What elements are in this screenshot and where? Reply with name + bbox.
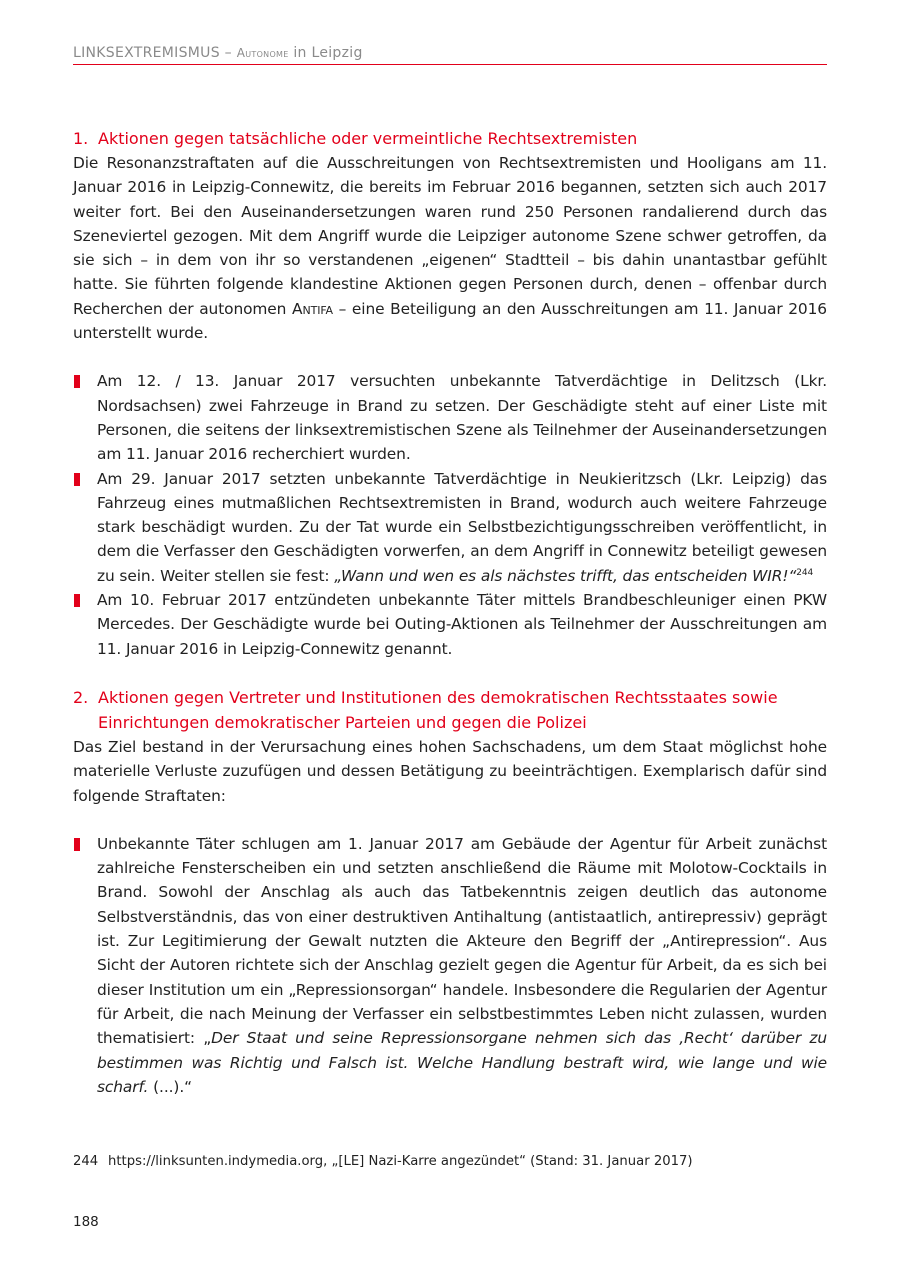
section-2-title: Aktionen gegen Vertreter und Institutionen des demokratischen Rechtsstaates sowie Einrichtungen demokratischer Parteien und gegen die Polizei	[98, 687, 778, 732]
section-2-number: 2.	[73, 687, 89, 707]
section-1-intro-text: Die Resonanzstraftaten auf die Ausschreitungen von Rechtsextremisten und Hooligans am 11. Januar 2016 in Leipzig-Connewitz, die bereits im Februar 2016 begannen, setzten sich auch 2017 weiter fort. Bei den Auseinandersetzungen waren rund 250 Personen randalierend durch das Szeneviertel gezogen. Mit dem Angriff wurde die Leipziger autonome Szene schwer getroffen, da sie sich – in dem von ihr so verstandenen „eigenen“ Stadtteil – bis dahin unantastbar gefühlt hatte. Sie führten folgende klandestine Aktionen gegen Personen durch, denen – offenbar durch Recherchen der autonomen	[73, 154, 827, 318]
bullet-marker	[74, 473, 80, 486]
list-item	[73, 369, 827, 466]
list-item	[73, 832, 827, 1099]
section-1-heading	[73, 126, 827, 151]
section-2-intro: Das Ziel bestand in der Verursachung eines hohen Sachschadens, um dem Staat möglichst hohe materielle Verluste zuzufügen und dessen Betätigung zu beeinträchtigen. Exemplarisch dafür sind folgende Straftaten:	[73, 737, 827, 805]
list-item	[73, 588, 827, 661]
header-separator: –	[219, 45, 237, 61]
list-item-text: Am 29. Januar 2017 setzten unbekannte Tatverdächtige in Neukieritzsch (Lkr. Leipzig) das Fahrzeug eines mutmaßlichen Rechtsextremisten in Brand, wodurch auch weitere Fahrzeuge stark beschädigt wurden. Zu der Tat wurde ein Selbstbezichtigungsschreiben veröffentlicht, in dem die Verfasser den Geschädigten vorwerfen, an dem Angriff in Connewitz beteiligt gewesen zu sein. Weiter stellen sie fest:	[97, 469, 827, 585]
list-item-text: Am 10. Februar 2017 entzündeten unbekannte Täter mittels Brandbeschleuniger einen PKW Mercedes. Der Geschädigte wurde bei Outing-Aktionen als Teilnehmer der Ausschreitungen am 11. Januar 2016 in Leipzig-Connewitz genannt.	[97, 591, 827, 658]
list-item-text-end: (...).“	[148, 1077, 192, 1096]
section-1-bullet-list	[73, 369, 827, 661]
section-1-title: Aktionen gegen tatsächliche oder vermeintliche Rechtsextremisten	[98, 129, 638, 148]
list-item	[73, 467, 827, 588]
page-number: 188	[73, 1214, 99, 1230]
list-item-quote: „Wann und wen es als nächstes trifft, das entscheiden WIR!“	[334, 566, 797, 585]
list-item-text: Am 12. / 13. Januar 2017 versuchten unbekannte Tatverdächtige in Delitzsch (Lkr. Nordsachsen) zwei Fahrzeuge in Brand zu setzen. Der Geschädigte steht auf einer Liste mit Personen, die seitens der linksextremistischen Szene als Teilnehmer der Auseinandersetzungen am 11. Januar 2016 recherchiert wurden.	[97, 372, 827, 464]
bullet-marker	[74, 375, 80, 388]
list-item-text: Unbekannte Täter schlugen am 1. Januar 2017 am Gebäude der Agentur für Arbeit zunächst zahlreiche Fensterscheiben ein und setzten anschließend die Räume mit Molotow-Cocktails in Brand. Sowohl der Anschlag als auch das Tatbekenntnis zeigen deutlich das autonome Selbstverständnis, das von einer destruktiven Antihaltung (antistaatlich, antirepressiv) geprägt ist. Zur Legitimierung der Gewalt nutzten die Akteure den Begriff der „Antirepression“. Aus Sicht der Autoren richtete sich der Anschlag gezielt gegen die Agentur für Arbeit, da es sich bei dieser Institution um ein „Repressionsorgan“ handele. Insbesondere die Regularien der Agentur für Arbeit, die nach Meinung der Verfasser ein selbstbestimmtes Leben nicht zulassen, wurden thematisiert: „	[97, 834, 827, 1048]
running-header	[73, 45, 827, 65]
list-item-quote: Der Staat und seine Repressionsorgane nehmen sich das ‚Recht‘ darüber zu bestimmen was Richtig und Falsch ist. Welche Handlung bestraft wird, wie lange und wie scharf.	[97, 1029, 827, 1096]
header-location: in Leipzig	[288, 45, 363, 61]
header-subsection: Autonome	[236, 46, 289, 60]
bullet-marker	[74, 594, 80, 607]
section-1-number: 1.	[73, 129, 89, 148]
footnote-reference[interactable]: 244	[796, 567, 814, 578]
section-1-intro-smallcaps: Antifa	[292, 299, 333, 318]
section-2-bullet-list	[73, 832, 827, 1099]
header-section: LINKSEXTREMISMUS	[73, 45, 220, 61]
main-content	[73, 126, 827, 1099]
section-2-heading	[73, 685, 827, 735]
section-1-intro	[73, 151, 827, 345]
footnote-text: https://linksunten.indymedia.org, „[LE] Nazi-Karre angezündet“ (Stand: 31. Januar 2017)	[108, 1154, 693, 1169]
footnote	[73, 1154, 693, 1169]
bullet-marker	[74, 838, 80, 851]
section-1-intro-text-end: – eine Beteiligung an den Ausschreitungen am 11. Januar 2016 unterstellt wurde.	[73, 299, 828, 343]
footnote-number: 244	[73, 1154, 99, 1169]
